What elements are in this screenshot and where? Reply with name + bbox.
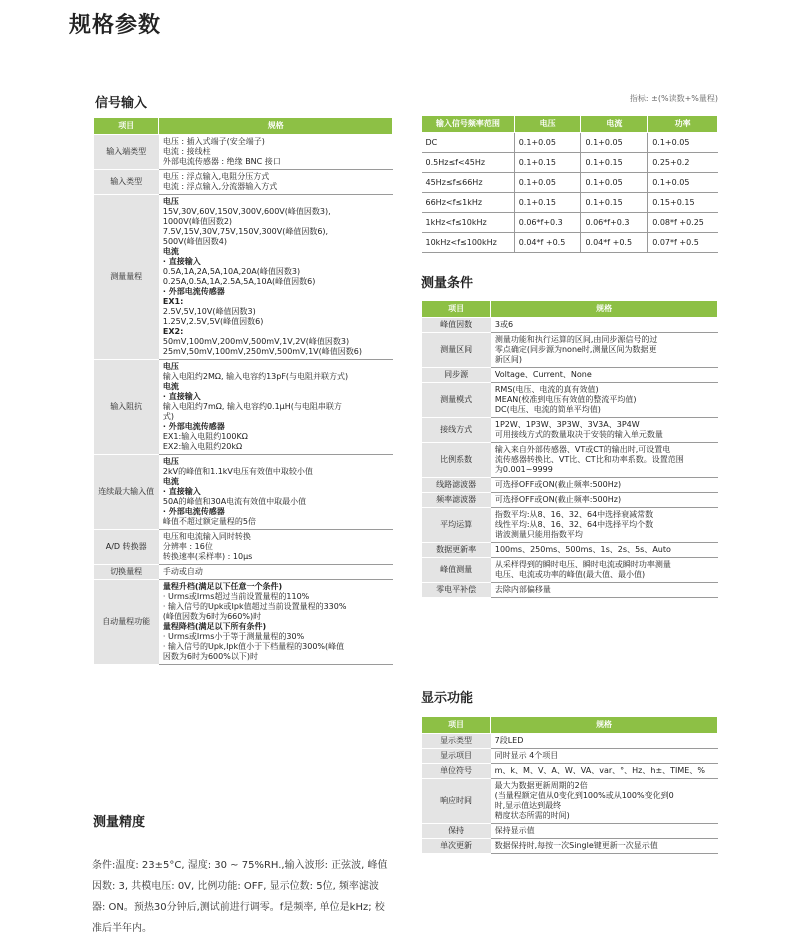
row-value — [491, 824, 718, 839]
spec-line: · 输入信号的Upk,Ipk值小于下档量程的300%(峰值 — [162, 642, 345, 651]
accuracy-cell: 0.1+0.15 — [581, 153, 648, 173]
spec-line: 外部电流传感器 : 绝缘 BNC 接口 — [162, 157, 281, 166]
spec-line: 量程升档(满足以下任意一个条件) — [162, 582, 283, 591]
row-value — [159, 580, 393, 665]
spec-line: 电压 : 浮点输入,电阻分压方式 — [162, 172, 270, 181]
spec-line: 电流 — [162, 247, 179, 256]
accuracy-cell: 0.25+0.2 — [648, 153, 718, 173]
table-row — [422, 173, 718, 193]
row-value — [491, 764, 718, 779]
row-value — [491, 839, 718, 854]
accuracy-cell: 0.04*f +0.5 — [514, 233, 581, 253]
spec-line: 50A的峰值和30A电流有效值中取最小值 — [162, 497, 307, 506]
spec-line: EX1:输入电阻约100KΩ — [162, 432, 248, 441]
table-row — [422, 508, 718, 543]
table-row — [422, 443, 718, 478]
row-label: 峰值测量 — [422, 558, 491, 583]
signal-input-title: 信号输入 — [95, 96, 148, 111]
accuracy-cell: 0.08*f +0.25 — [648, 213, 718, 233]
row-value — [491, 493, 718, 508]
spec-line: · 外部电流传感器 — [162, 507, 225, 516]
spec-line: · Urms或Irms小于等于测量量程的30% — [162, 632, 305, 641]
table-row — [422, 543, 718, 558]
table-row — [422, 193, 718, 213]
spec-line: 可用接线方式的数量取决于安装的输入单元数量 — [494, 430, 663, 439]
spec-line: (当量程额定值从0变化到100%或从100%变化到0 — [494, 791, 674, 800]
row-label: 切换量程 — [94, 565, 159, 580]
spec-line: 保持显示值 — [494, 826, 535, 835]
row-value — [491, 418, 718, 443]
header-voltage: 电压 — [514, 116, 581, 133]
spec-line: EX2:输入电阻约20kΩ — [162, 442, 243, 451]
row-value — [491, 508, 718, 543]
spec-line: · 外部电流传感器 — [162, 422, 225, 431]
header-spec: 规格 — [491, 717, 718, 734]
row-value — [159, 135, 393, 170]
row-label: 单位符号 — [422, 764, 491, 779]
table-row — [422, 558, 718, 583]
row-label: 数据更新率 — [422, 543, 491, 558]
spec-line: 式) — [162, 412, 174, 421]
spec-line: EX1: — [162, 297, 184, 306]
spec-line: · 直接输入 — [162, 487, 201, 496]
frequency-range-cell: 0.5Hz≤f<45Hz — [422, 153, 515, 173]
row-value — [491, 368, 718, 383]
table-row — [422, 133, 718, 153]
spec-line: 电压 : 插入式端子(安全端子) — [162, 137, 265, 146]
spec-line: 7段LED — [494, 736, 524, 745]
row-label: 比例系数 — [422, 443, 491, 478]
spec-line: 分辨率 : 16位 — [162, 542, 213, 551]
spec-line: 输入来自外部传感器、VT或CT的输出时,可设置电 — [494, 445, 671, 454]
spec-line: · 输入信号的Upk或Ipk值超过当前设置量程的330% — [162, 602, 347, 611]
spec-line: (峰值因数为6时为660%)时 — [162, 612, 262, 621]
spec-line: 新区间) — [494, 355, 522, 364]
row-label: 频率滤波器 — [422, 493, 491, 508]
spec-line: Voltage、Current、None — [494, 370, 592, 379]
header-spec: 规格 — [159, 118, 393, 135]
measurement-conditions-table — [421, 300, 718, 598]
spec-line: · 直接输入 — [162, 257, 201, 266]
spec-line: 0.5A,1A,2A,5A,10A,20A(峰值因数3) — [162, 267, 301, 276]
spec-line: 15V,30V,60V,150V,300V,600V(峰值因数3), — [162, 207, 331, 216]
header-frequency-range: 输入信号频率范围 — [422, 116, 515, 133]
table-row — [94, 455, 393, 530]
accuracy-cell: 0.06*f+0.3 — [514, 213, 581, 233]
accuracy-cell: 0.1+0.05 — [648, 173, 718, 193]
table-row — [422, 764, 718, 779]
spec-line: 1000V(峰值因数2) — [162, 217, 233, 226]
accuracy-cell: 0.1+0.15 — [514, 153, 581, 173]
spec-line: 电压 — [162, 457, 179, 466]
header-item: 项目 — [422, 301, 491, 318]
row-value — [159, 170, 393, 195]
spec-line: 电压、电流或功率的峰值(最大值、最小值) — [494, 570, 646, 579]
row-label: 输入阻抗 — [94, 360, 159, 455]
row-label: A/D 转换器 — [94, 530, 159, 565]
row-value — [491, 543, 718, 558]
table-row — [422, 383, 718, 418]
table-row — [422, 839, 718, 854]
spec-line: 电流 : 接线柱 — [162, 147, 211, 156]
header-power: 功率 — [648, 116, 718, 133]
spec-line: EX2: — [162, 327, 184, 336]
table-row — [422, 153, 718, 173]
spec-line: 精度状态所需的时间) — [494, 811, 570, 820]
accuracy-cell: 0.1+0.05 — [514, 173, 581, 193]
header-current: 电流 — [581, 116, 648, 133]
header-item: 项目 — [422, 717, 491, 734]
row-value — [491, 749, 718, 764]
accuracy-cell: 0.1+0.05 — [581, 173, 648, 193]
spec-line: 可选择OFF或ON(截止频率:500Hz) — [494, 495, 622, 504]
row-value — [491, 583, 718, 598]
spec-line: 1.25V,2.5V,5V(峰值因数6) — [162, 317, 264, 326]
frequency-range-cell: 66Hz<f≤1kHz — [422, 193, 515, 213]
spec-line: 最大为数据更新周期的2倍 — [494, 781, 588, 790]
row-value — [159, 565, 393, 580]
accuracy-note: 指标: ±(%读数+%量程) — [629, 94, 718, 103]
spec-line: 从采样得到的瞬时电压、瞬时电流或瞬时功率测量 — [494, 560, 671, 569]
spec-line: 零点确定(同步源为none时,测量区间为数据更 — [494, 345, 657, 354]
spec-line: 3或6 — [494, 320, 514, 329]
spec-line: 手动或自动 — [162, 567, 203, 576]
spec-line: 测量功能和执行运算的区间,由同步源信号的过 — [494, 335, 658, 344]
frequency-range-cell: 1kHz<f≤10kHz — [422, 213, 515, 233]
spec-line: 为0.001~9999 — [494, 465, 553, 474]
row-value — [491, 318, 718, 333]
spec-line: 去除内部偏移量 — [494, 585, 551, 594]
frequency-range-cell: 45Hz≤f≤66Hz — [422, 173, 515, 193]
spec-line: 时,显示值达到最终 — [494, 801, 562, 810]
row-label: 测量量程 — [94, 195, 159, 360]
header-spec: 规格 — [491, 301, 718, 318]
row-label: 零电平补偿 — [422, 583, 491, 598]
spec-line: 线性平均:从8、16、32、64中选择平均个数 — [494, 520, 654, 529]
spec-line: 转换速率(采样率) : 10μs — [162, 552, 253, 561]
spec-line: · Urms或Irms超过当前设置量程的110% — [162, 592, 310, 601]
spec-line: 电流 — [162, 477, 179, 486]
row-value — [491, 333, 718, 368]
display-functions-title: 显示功能 — [421, 691, 474, 706]
row-value — [491, 779, 718, 824]
accuracy-cell: 0.15+0.15 — [648, 193, 718, 213]
measurement-conditions-title: 测量条件 — [421, 276, 474, 291]
table-row — [94, 565, 393, 580]
spec-line: DC(电压、电流的简单平均值) — [494, 405, 601, 414]
row-value — [491, 734, 718, 749]
table-row — [422, 779, 718, 824]
accuracy-conditions: 条件:温度: 23±5°C, 湿度: 30 ~ 75%RH.,输入波形: 正弦波, 峰值因数: 3, 共模电压: 0V, 比例功能: OFF, 显示位数: 5位, 频率滤波器: ON。预热30分钟后,测试前进行调零。f是频率, 单位是kHz; 校准后半年内。 — [92, 860, 388, 934]
spec-line: · 直接输入 — [162, 392, 201, 401]
display-functions-table — [421, 716, 718, 854]
accuracy-cell: 0.1+0.15 — [514, 193, 581, 213]
row-value — [159, 530, 393, 565]
accuracy-cell: 0.07*f +0.5 — [648, 233, 718, 253]
spec-line: 1P2W、1P3W、3P3W、3V3A、3P4W — [494, 420, 640, 429]
spec-line: 输入电阻约7mΩ, 输入电容约0.1μH(与电阻串联方 — [162, 402, 342, 411]
table-row — [94, 360, 393, 455]
row-label: 连续最大输入值 — [94, 455, 159, 530]
spec-line: 因数为6时为600%以下)时 — [162, 652, 258, 661]
signal-input-table — [93, 117, 393, 665]
table-row — [422, 824, 718, 839]
table-row — [422, 493, 718, 508]
accuracy-table — [421, 115, 718, 253]
row-value — [159, 455, 393, 530]
row-label: 同步源 — [422, 368, 491, 383]
table-row — [422, 749, 718, 764]
spec-line: 可选择OFF或ON(截止频率:500Hz) — [494, 480, 622, 489]
accuracy-cell: 0.06*f+0.3 — [581, 213, 648, 233]
spec-line: RMS(电压、电流的真有效值) — [494, 385, 599, 394]
accuracy-cell: 0.1+0.05 — [514, 133, 581, 153]
row-label: 峰值因数 — [422, 318, 491, 333]
row-label: 平均运算 — [422, 508, 491, 543]
frequency-range-cell: DC — [422, 133, 515, 153]
row-label: 接线方式 — [422, 418, 491, 443]
row-label: 输入类型 — [94, 170, 159, 195]
table-row — [422, 418, 718, 443]
table-row — [422, 213, 718, 233]
row-label: 输入端类型 — [94, 135, 159, 170]
spec-line: 50mV,100mV,200mV,500mV,1V,2V(峰值因数3) — [162, 337, 350, 346]
row-value — [491, 383, 718, 418]
table-row — [422, 333, 718, 368]
row-label: 测量模式 — [422, 383, 491, 418]
spec-line: 电压 — [162, 362, 179, 371]
accuracy-cell: 0.1+0.05 — [648, 133, 718, 153]
spec-line: 流传感器转换比、VT比、CT比和功率系数。设置范围 — [494, 455, 684, 464]
spec-line: m、k、M、V、A、W、VA、var、°、Hz、h±、TIME、% — [494, 766, 705, 775]
row-label: 自动量程功能 — [94, 580, 159, 665]
header-item: 项目 — [94, 118, 159, 135]
spec-line: 电流 — [162, 382, 179, 391]
spec-line: 输入电阻约2MΩ, 输入电容约13pF(与电阻并联方式) — [162, 372, 349, 381]
spec-line: 0.25A,0.5A,1A,2.5A,5A,10A(峰值因数6) — [162, 277, 316, 286]
row-label: 响应时间 — [422, 779, 491, 824]
table-row — [94, 135, 393, 170]
spec-line: 25mV,50mV,100mV,250mV,500mV,1V(峰值因数6) — [162, 347, 362, 356]
spec-line: 数据保持时,每按一次Single键更新一次显示值 — [494, 841, 658, 850]
row-value — [491, 478, 718, 493]
row-label: 显示项目 — [422, 749, 491, 764]
accuracy-cell: 0.04*f +0.5 — [581, 233, 648, 253]
table-row — [94, 580, 393, 665]
accuracy-cell: 0.1+0.05 — [581, 133, 648, 153]
spec-line: 电压和电流输入同时转换 — [162, 532, 251, 541]
table-row — [422, 318, 718, 333]
table-row — [94, 170, 393, 195]
table-row — [422, 734, 718, 749]
spec-line: 2kV的峰值和1.1kV电压有效值中取较小值 — [162, 467, 313, 476]
page-title: 规格参数 — [69, 13, 162, 38]
row-label: 线路滤波器 — [422, 478, 491, 493]
accuracy-title: 测量精度 — [93, 815, 146, 830]
spec-line: 7.5V,15V,30V,75V,150V,300V(峰值因数6), — [162, 227, 329, 236]
spec-line: 指数平均:从8、16、32、64中选择衰减常数 — [494, 510, 654, 519]
row-value — [491, 558, 718, 583]
table-row — [422, 233, 718, 253]
row-value — [159, 360, 393, 455]
row-value — [491, 443, 718, 478]
table-row — [94, 530, 393, 565]
spec-line: MEAN(校准到电压有效值的整流平均值) — [494, 395, 637, 404]
table-row — [94, 195, 393, 360]
spec-line: 电压 — [162, 197, 179, 206]
spec-line: 500V(峰值因数4) — [162, 237, 227, 246]
row-label: 显示类型 — [422, 734, 491, 749]
spec-line: 量程降档(满足以下所有条件) — [162, 622, 267, 631]
row-value — [159, 195, 393, 360]
spec-line: 谐波测量只能用指数平均 — [494, 530, 583, 539]
row-label: 测量区间 — [422, 333, 491, 368]
table-row — [422, 478, 718, 493]
accuracy-cell: 0.1+0.15 — [581, 193, 648, 213]
spec-line: 电流 : 浮点输入,分流器输入方式 — [162, 182, 278, 191]
spec-line: · 外部电流传感器 — [162, 287, 225, 296]
frequency-range-cell: 10kHz<f≤100kHz — [422, 233, 515, 253]
table-row — [422, 368, 718, 383]
spec-line: 2.5V,5V,10V(峰值因数3) — [162, 307, 256, 316]
spec-line: 同时显示 4个项目 — [494, 751, 559, 760]
spec-line: 100ms、250ms、500ms、1s、2s、5s、Auto — [494, 545, 671, 554]
spec-line: 峰值不超过额定量程的5倍 — [162, 517, 256, 526]
row-label: 保持 — [422, 824, 491, 839]
row-label: 单次更新 — [422, 839, 491, 854]
table-row — [422, 583, 718, 598]
